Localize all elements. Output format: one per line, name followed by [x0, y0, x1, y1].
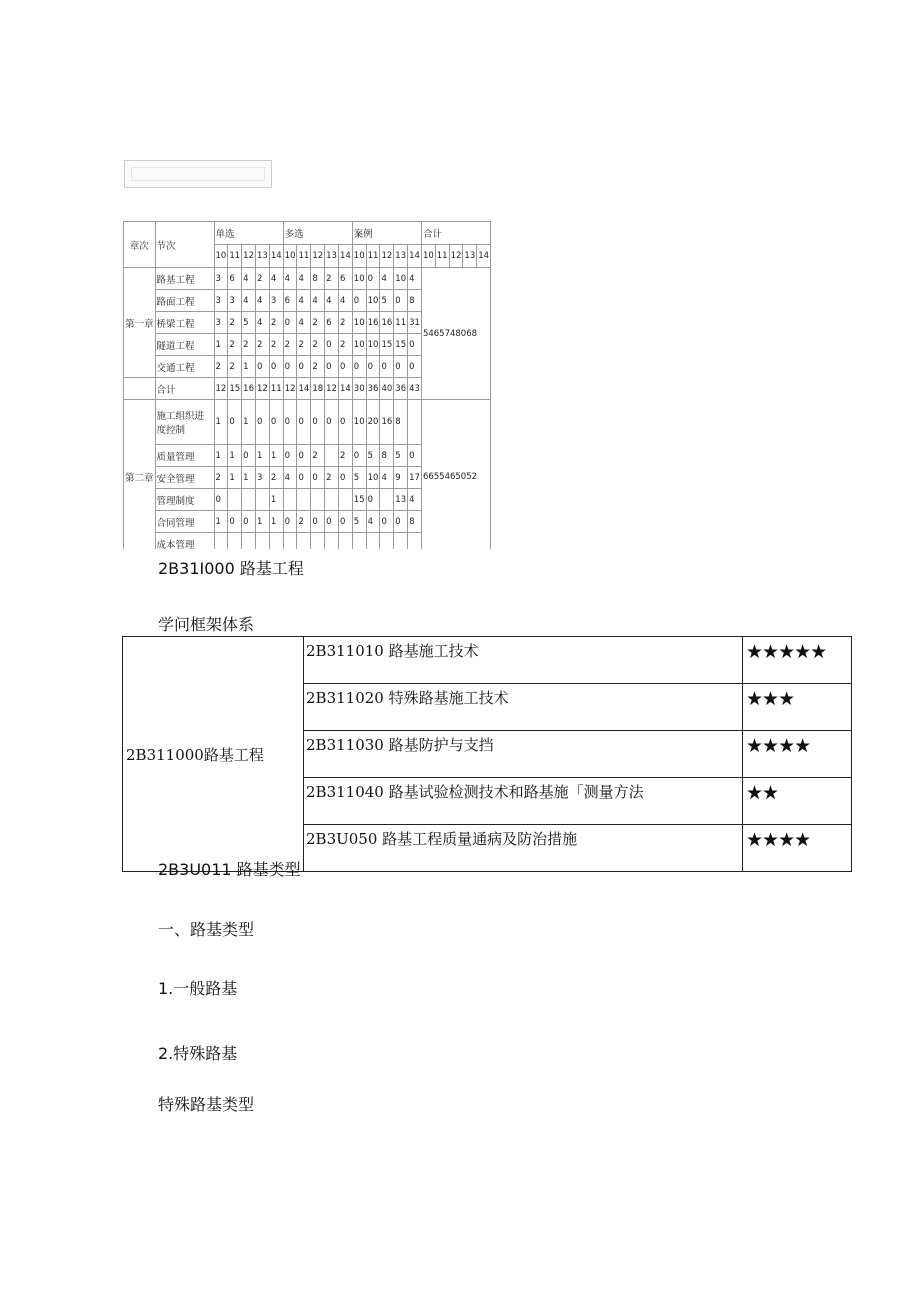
value-cell	[408, 533, 422, 550]
section-name: 路基工程	[155, 268, 214, 290]
value-cell: 2	[283, 334, 297, 356]
year-header-cell: 11	[297, 245, 311, 268]
value-cell: 0	[408, 356, 422, 378]
value-cell: 5	[394, 445, 408, 467]
value-cell: 0	[283, 400, 297, 445]
value-cell: 4	[380, 268, 394, 290]
value-cell: 0	[366, 268, 380, 290]
total-cell: 14	[297, 378, 311, 400]
value-cell: 0	[325, 511, 339, 533]
value-cell: 3	[214, 312, 228, 334]
star-rating: ★★★★	[743, 731, 852, 778]
value-cell: 0	[311, 400, 325, 445]
value-cell: 0	[214, 489, 228, 511]
section-heading-one: 一、路基类型	[158, 920, 255, 939]
value-cell	[242, 533, 256, 550]
value-cell: 0	[338, 467, 352, 489]
value-cell: 3	[228, 290, 242, 312]
value-cell: 4	[242, 268, 256, 290]
star-rating: ★★★	[743, 684, 852, 731]
blank-caption-box	[124, 160, 272, 188]
section-name: 管理制度	[155, 489, 214, 511]
value-cell: 4	[283, 268, 297, 290]
value-cell: 4	[297, 290, 311, 312]
value-cell: 2	[256, 268, 270, 290]
value-cell: 2	[311, 334, 325, 356]
year-header-cell: 11	[435, 245, 449, 268]
section-name: 路面工程	[155, 290, 214, 312]
section-heading-2b3u011: 2B3U011 路基类型	[158, 860, 301, 879]
value-cell: 0	[325, 356, 339, 378]
value-cell: 9	[394, 467, 408, 489]
value-cell: 1	[214, 511, 228, 533]
value-cell: 0	[394, 290, 408, 312]
value-cell: 0	[283, 511, 297, 533]
header-group-single: 单选	[214, 222, 283, 245]
year-header-cell: 12	[449, 245, 463, 268]
value-cell: 10	[366, 334, 380, 356]
year-header-cell: 12	[380, 245, 394, 268]
value-cell: 1	[214, 445, 228, 467]
value-cell: 1	[214, 400, 228, 445]
value-cell: 16	[380, 400, 394, 445]
value-cell: 0	[228, 511, 242, 533]
table-row	[124, 268, 491, 290]
value-cell: 4	[338, 290, 352, 312]
year-header-cell: 10	[421, 245, 435, 268]
value-cell	[380, 489, 394, 511]
value-cell: 1	[269, 489, 283, 511]
value-cell: 4	[408, 268, 422, 290]
value-cell: 1	[242, 356, 256, 378]
value-cell: 0	[269, 356, 283, 378]
topic-cell: 2B311020 特殊路基施工技术	[304, 684, 743, 731]
value-cell: 0	[242, 511, 256, 533]
value-cell: 2	[256, 334, 270, 356]
exam-stats-table-image	[123, 221, 506, 549]
value-cell: 0	[394, 356, 408, 378]
header-chapter: 章次	[124, 222, 156, 268]
star-rating: ★★★★	[743, 825, 852, 872]
value-cell: 2	[269, 334, 283, 356]
total-cell: 30	[352, 378, 366, 400]
section-name: 桥梁工程	[155, 312, 214, 334]
heading-main: 2B31I000 路基工程	[158, 559, 304, 578]
value-cell: 10	[366, 467, 380, 489]
value-cell: 15	[352, 489, 366, 511]
value-cell: 1	[269, 445, 283, 467]
section-name: 安全管理	[155, 467, 214, 489]
empty-cell	[124, 378, 156, 400]
value-cell: 0	[380, 511, 394, 533]
value-cell: 5	[380, 290, 394, 312]
value-cell: 10	[352, 400, 366, 445]
year-header-cell: 14	[269, 245, 283, 268]
value-cell	[228, 489, 242, 511]
value-cell: 1	[214, 334, 228, 356]
list-item-2: 2.特殊路基	[158, 1044, 238, 1063]
total-cell: 12	[283, 378, 297, 400]
year-header-cell: 14	[477, 245, 491, 268]
year-header-cell: 13	[256, 245, 270, 268]
value-cell: 0	[283, 312, 297, 334]
value-cell: 0	[394, 511, 408, 533]
header-section: 节次	[155, 222, 214, 268]
year-header-cell: 14	[338, 245, 352, 268]
value-cell: 31	[408, 312, 422, 334]
total-cell: 12	[256, 378, 270, 400]
value-cell: 10	[352, 334, 366, 356]
value-cell	[311, 489, 325, 511]
value-cell: 8	[311, 268, 325, 290]
value-cell	[228, 533, 242, 550]
total-cell: 18	[311, 378, 325, 400]
value-cell: 4	[297, 312, 311, 334]
value-cell: 15	[394, 334, 408, 356]
value-cell: 0	[352, 445, 366, 467]
value-cell	[325, 533, 339, 550]
value-cell: 4	[269, 268, 283, 290]
value-cell: 4	[311, 290, 325, 312]
chapter-label: 第一章	[124, 268, 156, 378]
value-cell: 6	[325, 312, 339, 334]
knowledge-left-cell: 2B311000路基工程	[123, 637, 304, 872]
topic-cell: 2B311010 路基施工技术	[304, 637, 743, 684]
value-cell: 0	[338, 511, 352, 533]
value-cell: 0	[352, 356, 366, 378]
value-cell: 10	[366, 290, 380, 312]
value-cell: 0	[408, 445, 422, 467]
value-cell: 11	[394, 312, 408, 334]
value-cell: 6	[338, 268, 352, 290]
value-cell	[338, 533, 352, 550]
exam-stats-table	[123, 221, 491, 549]
star-rating: ★★	[743, 778, 852, 825]
heading-framework: 学问框架体系	[158, 615, 255, 634]
value-cell: 8	[408, 290, 422, 312]
year-header-cell: 10	[214, 245, 228, 268]
header-group-total: 合计	[421, 222, 490, 245]
value-cell: 2	[325, 268, 339, 290]
value-cell: 8	[394, 400, 408, 445]
value-cell: 4	[366, 511, 380, 533]
value-cell	[256, 533, 270, 550]
value-cell: 3	[256, 467, 270, 489]
value-cell	[311, 533, 325, 550]
value-cell: 0	[256, 356, 270, 378]
value-cell: 0	[408, 334, 422, 356]
value-cell: 0	[366, 489, 380, 511]
value-cell: 4	[380, 467, 394, 489]
total-cell: 43	[408, 378, 422, 400]
value-cell: 20	[366, 400, 380, 445]
value-cell	[269, 533, 283, 550]
value-cell: 17	[408, 467, 422, 489]
value-cell: 8	[380, 445, 394, 467]
value-cell: 4	[256, 312, 270, 334]
value-cell: 2	[338, 445, 352, 467]
total-cell: 16	[242, 378, 256, 400]
value-cell: 10	[394, 268, 408, 290]
value-cell: 1	[256, 511, 270, 533]
value-cell: 6	[228, 268, 242, 290]
value-cell: 1	[228, 467, 242, 489]
value-cell	[338, 489, 352, 511]
total-label: 合计	[155, 378, 214, 400]
year-header-cell: 10	[283, 245, 297, 268]
total-cell: 36	[366, 378, 380, 400]
special-subgrade-types: 特殊路基类型	[158, 1095, 255, 1114]
value-cell: 2	[311, 445, 325, 467]
topic-cell: 2B311030 路基防护与支挡	[304, 731, 743, 778]
value-cell: 2	[297, 511, 311, 533]
table-row	[124, 400, 491, 445]
value-cell: 16	[366, 312, 380, 334]
value-cell	[297, 489, 311, 511]
value-cell: 8	[408, 511, 422, 533]
knowledge-framework-table	[122, 636, 852, 872]
value-cell: 0	[297, 467, 311, 489]
total-cell: 36	[394, 378, 408, 400]
value-cell	[242, 489, 256, 511]
section-name: 质量管理	[155, 445, 214, 467]
value-cell: 0	[256, 400, 270, 445]
value-cell: 4	[297, 268, 311, 290]
value-cell: 2	[325, 467, 339, 489]
value-cell: 0	[311, 467, 325, 489]
value-cell	[352, 533, 366, 550]
list-item-1: 1.一般路基	[158, 979, 238, 998]
value-cell: 5	[352, 511, 366, 533]
value-cell: 0	[352, 290, 366, 312]
value-cell: 6	[283, 290, 297, 312]
value-cell: 5	[352, 467, 366, 489]
value-cell	[380, 533, 394, 550]
section-name: 隧道工程	[155, 334, 214, 356]
year-header-cell: 12	[242, 245, 256, 268]
value-cell: 1	[228, 445, 242, 467]
value-cell: 0	[325, 400, 339, 445]
value-cell: 0	[338, 356, 352, 378]
chapter-sum: 5465748068	[421, 268, 490, 400]
value-cell: 2	[242, 334, 256, 356]
value-cell: 0	[311, 511, 325, 533]
header-group-case: 案例	[352, 222, 421, 245]
value-cell: 10	[352, 312, 366, 334]
value-cell: 0	[297, 400, 311, 445]
value-cell: 5	[242, 312, 256, 334]
value-cell: 2	[228, 312, 242, 334]
value-cell: 4	[242, 290, 256, 312]
value-cell: 1	[242, 467, 256, 489]
value-cell: 0	[338, 400, 352, 445]
value-cell: 3	[269, 290, 283, 312]
value-cell: 0	[297, 356, 311, 378]
value-cell: 1	[242, 400, 256, 445]
value-cell: 13	[394, 489, 408, 511]
section-name: 交通工程	[155, 356, 214, 378]
value-cell: 2	[269, 467, 283, 489]
value-cell: 4	[408, 489, 422, 511]
value-cell: 0	[283, 356, 297, 378]
year-header-cell: 11	[366, 245, 380, 268]
value-cell: 0	[242, 445, 256, 467]
value-cell	[283, 533, 297, 550]
year-header-cell: 12	[311, 245, 325, 268]
value-cell	[366, 533, 380, 550]
value-cell	[283, 489, 297, 511]
value-cell: 1	[269, 511, 283, 533]
value-cell: 2	[214, 356, 228, 378]
year-header-cell: 10	[352, 245, 366, 268]
value-cell: 3	[214, 290, 228, 312]
value-cell: 2	[338, 312, 352, 334]
value-cell: 4	[256, 290, 270, 312]
total-cell: 14	[338, 378, 352, 400]
value-cell: 2	[311, 312, 325, 334]
value-cell: 2	[269, 312, 283, 334]
value-cell: 0	[366, 356, 380, 378]
value-cell	[256, 489, 270, 511]
year-header-cell: 13	[394, 245, 408, 268]
star-rating: ★★★★★	[743, 637, 852, 684]
chapter-sum: 6655465052	[421, 400, 490, 550]
value-cell: 0	[325, 334, 339, 356]
total-cell: 40	[380, 378, 394, 400]
total-cell: 15	[228, 378, 242, 400]
value-cell	[325, 489, 339, 511]
value-cell: 2	[228, 356, 242, 378]
value-cell: 1	[256, 445, 270, 467]
section-name: 施工组织进度控制	[155, 400, 214, 445]
total-cell: 12	[214, 378, 228, 400]
value-cell: 2	[297, 334, 311, 356]
value-cell: 2	[228, 334, 242, 356]
value-cell: 2	[214, 467, 228, 489]
year-header-cell: 13	[463, 245, 477, 268]
value-cell: 2	[311, 356, 325, 378]
year-header-cell: 14	[408, 245, 422, 268]
value-cell: 0	[269, 400, 283, 445]
value-cell	[325, 445, 339, 467]
year-header-cell: 11	[228, 245, 242, 268]
value-cell: 4	[283, 467, 297, 489]
header-group-multi: 多选	[283, 222, 352, 245]
value-cell: 4	[325, 290, 339, 312]
value-cell: 5	[366, 445, 380, 467]
total-cell: 11	[269, 378, 283, 400]
value-cell: 0	[228, 400, 242, 445]
section-name: 成本管理	[155, 533, 214, 550]
value-cell: 0	[283, 445, 297, 467]
value-cell: 2	[338, 334, 352, 356]
value-cell	[394, 533, 408, 550]
value-cell: 0	[297, 445, 311, 467]
year-header-cell: 13	[325, 245, 339, 268]
section-name: 合同管理	[155, 511, 214, 533]
value-cell	[408, 400, 422, 445]
topic-cell: 2B311040 路基试验检测技术和路基施「测量方法	[304, 778, 743, 825]
chapter-label: 第二章	[124, 400, 156, 550]
topic-cell: 2B3U050 路基工程质量通病及防治措施	[304, 825, 743, 872]
value-cell: 15	[380, 334, 394, 356]
value-cell: 3	[214, 268, 228, 290]
total-cell: 12	[325, 378, 339, 400]
value-cell	[297, 533, 311, 550]
value-cell: 10	[352, 268, 366, 290]
value-cell: 0	[380, 356, 394, 378]
value-cell	[214, 533, 228, 550]
value-cell: 16	[380, 312, 394, 334]
